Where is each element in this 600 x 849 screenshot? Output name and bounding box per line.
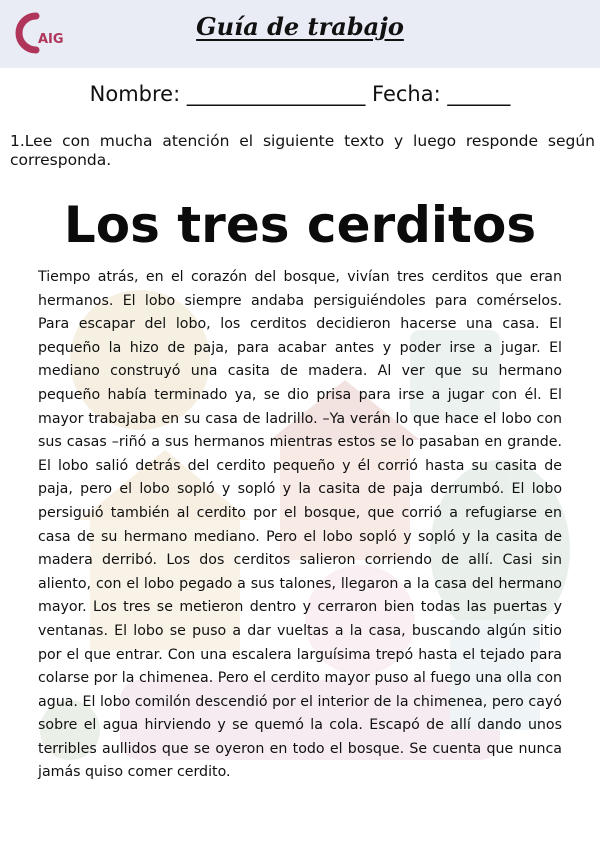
page-title-text: Guía de trabajo <box>196 12 404 41</box>
story-body: Tiempo atrás, en el corazón del bosque, vivían tres cerditos que eran hermanos. El lobo siempre andaba persiguiéndoles para comérselos. Para escapar del lobo, los cerditos decidieron hacerse una casa. El pequeño la hizo de paja, para acabar antes y poder irse a jugar. El mediano construyó una casita de madera. Al ver que su hermano pequeño había terminado ya, se dio prisa para irse a jugar con él. El mayor trabajaba en su casa de ladrillo. –Ya verán lo que hace el lobo con sus casas –riñó a sus hermanos mientras estos se lo pasaban en grande. El lobo salió detrás del cerdito pequeño y él corrió hasta su casita de paja, pero el lobo sopló y sopló y la casita de paja derrumbó. El lobo persiguió también al cerdito por el bosque, que corrió a refugiarse en casa de su hermano mediano. Pero el lobo sopló y sopló y la casita de madera derribó. Los dos cerditos salieron corriendo de allí. Casi sin aliento, con el lobo pegado a sus talones, llegaron a la casa del hermano mayor. Los tres se metieron dentro y cerraron bien todas las puertas y ventanas. El lobo se puso a dar vueltas a la casa, buscando algún sitio por el que entrar. Con una escalera larguísima trepó hasta el tejado para colarse por la chimenea. Pero el cerdito mayor puso al fuego una olla con agua. El lobo comilón descendió por el interior de la chimenea, pero cayó sobre el agua hirviendo y se quemó la cola. Escapó de allí dando unos terribles aullidos que se oyeron en todo el bosque. Se cuenta que nunca jamás quiso comer cerdito. <box>38 269 562 781</box>
logo-text: AIG <box>38 32 64 47</box>
instruction-text: 1.Lee con mucha atención el siguiente texto y luego responde según corresponda. <box>10 132 595 169</box>
page-title <box>0 12 600 41</box>
story-title: Los tres cerditos <box>63 196 537 254</box>
name-date-line: Nombre: _________________ Fecha: ______ <box>89 82 511 106</box>
